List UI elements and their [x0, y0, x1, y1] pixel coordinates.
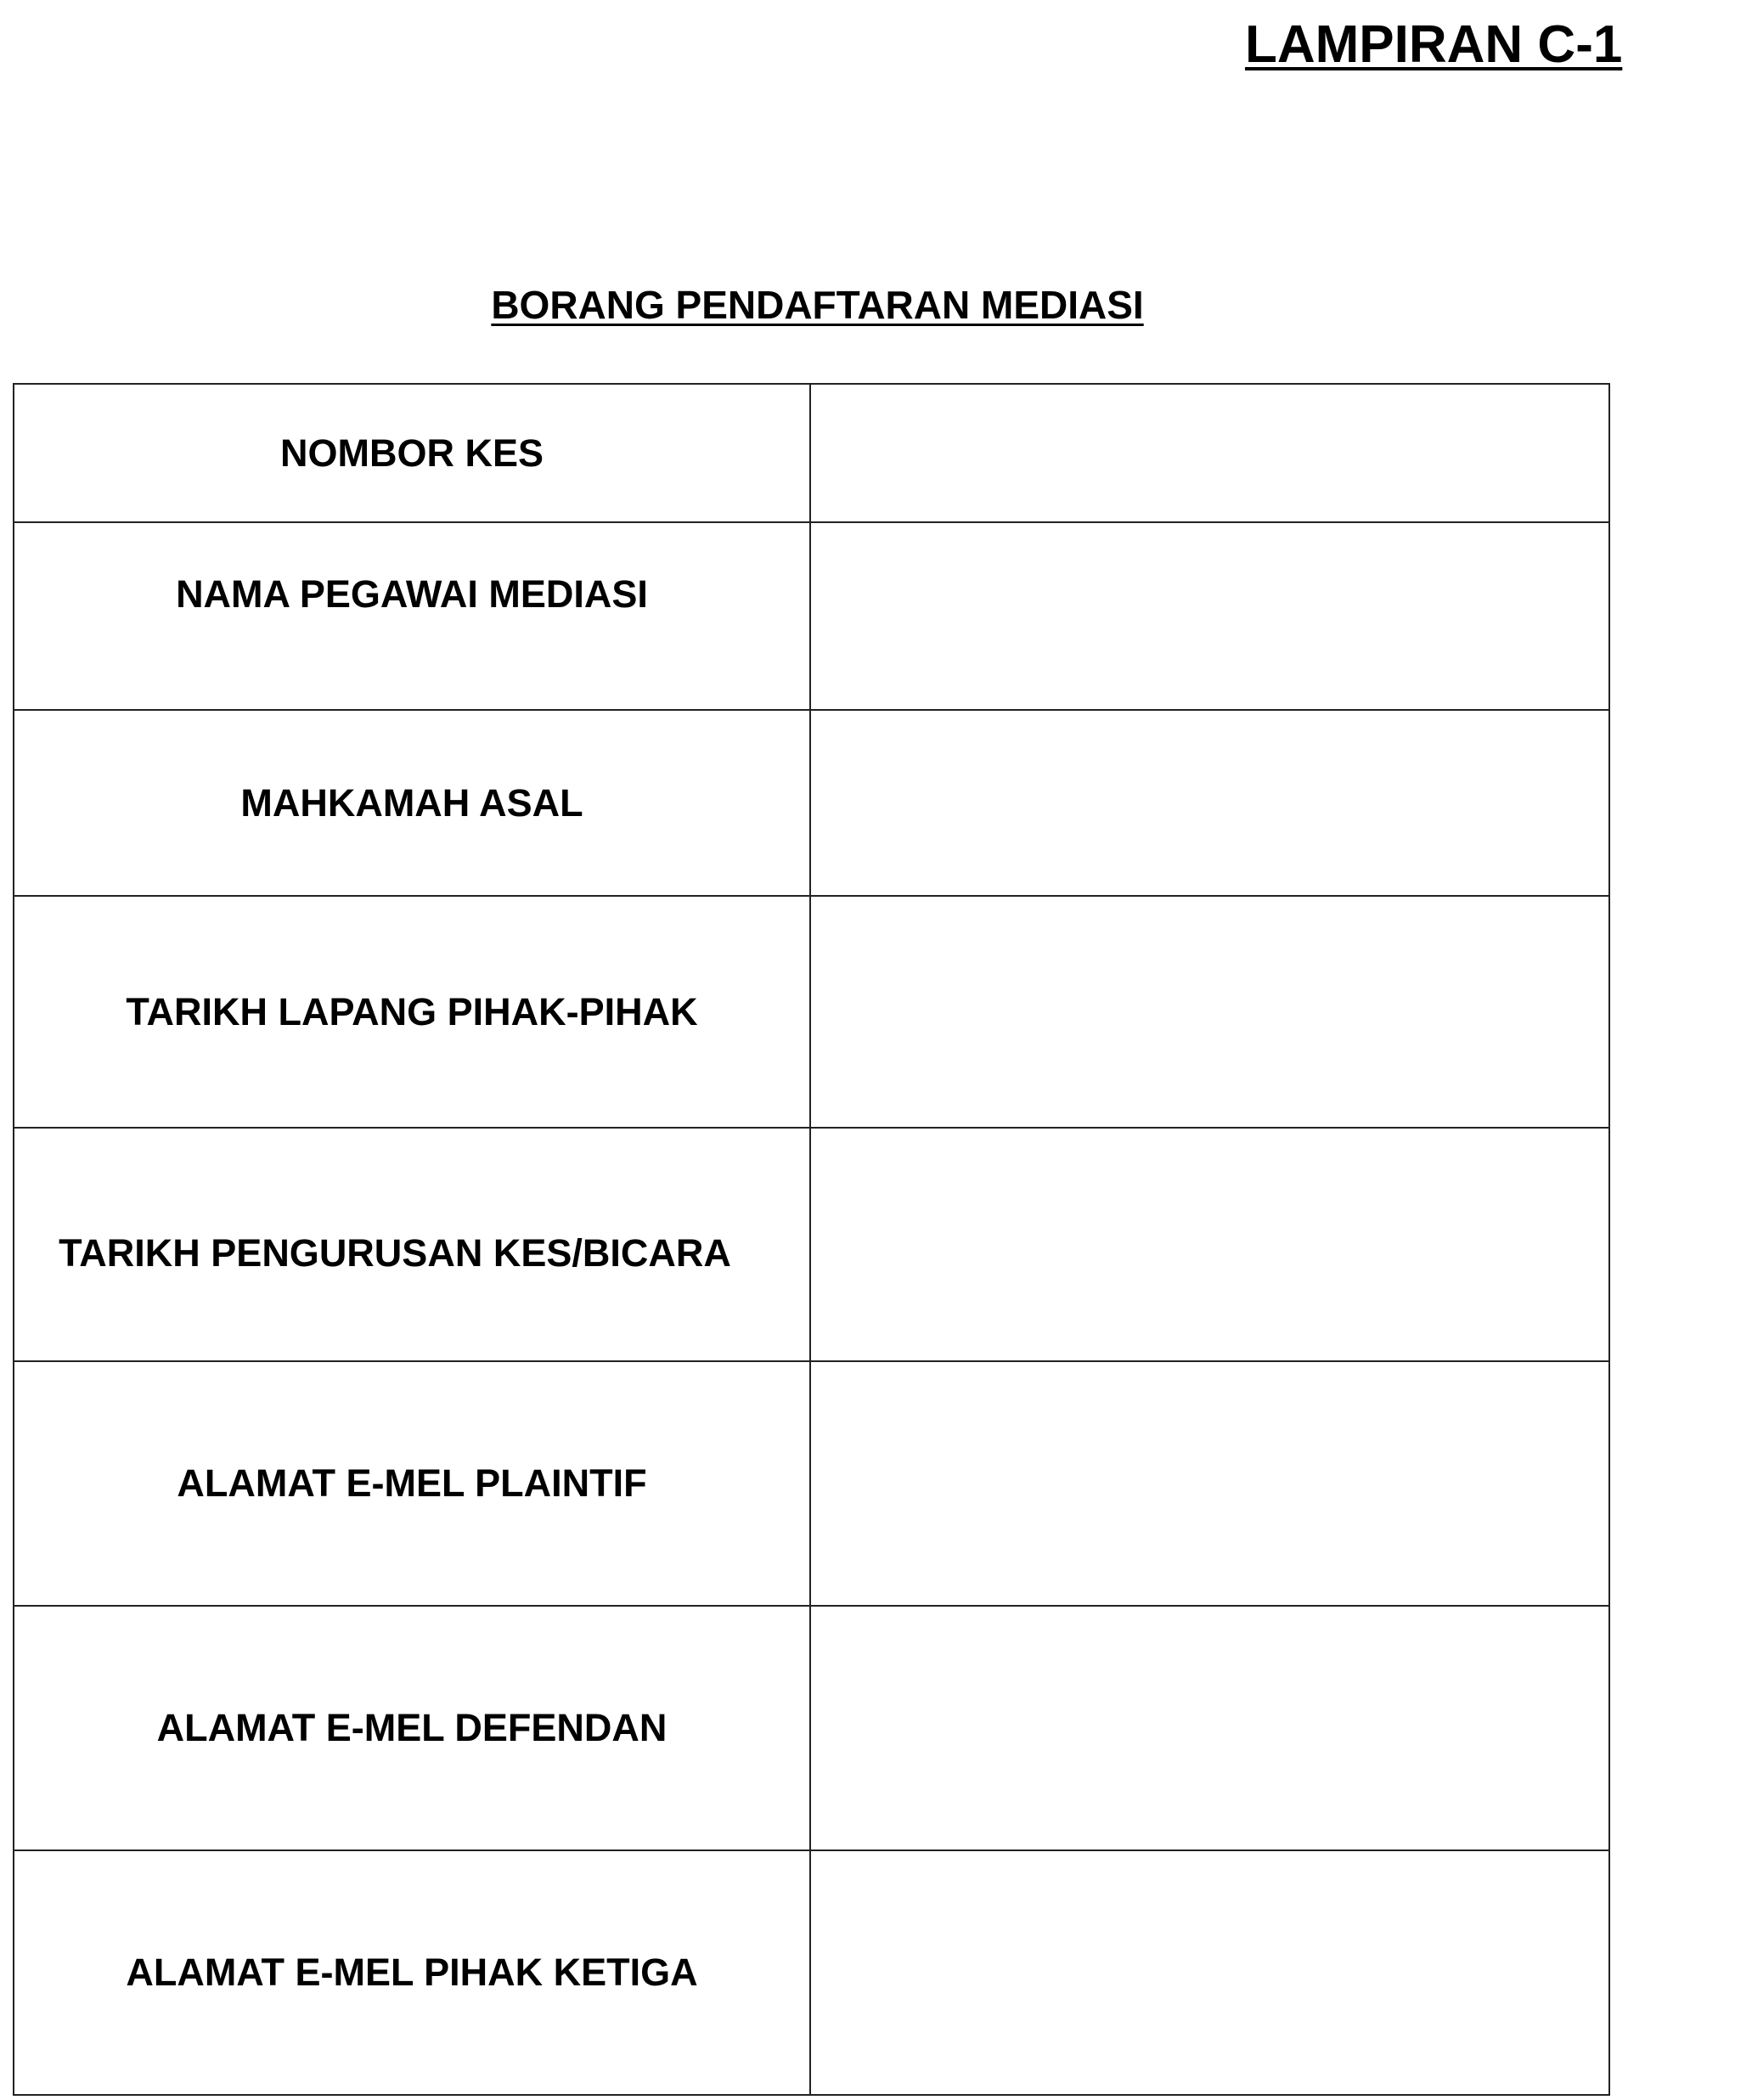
field-label: NAMA PEGAWAI MEDIASI	[176, 571, 648, 616]
form-row-case-management-date	[14, 1128, 1609, 1361]
field-label-cell	[14, 384, 810, 522]
registration-form-table	[13, 383, 1610, 2096]
origin-court-field[interactable]	[810, 710, 1609, 896]
field-label: NOMBOR KES	[279, 431, 544, 475]
parties-available-date-field[interactable]	[810, 896, 1609, 1128]
field-label-cell	[14, 522, 810, 710]
case-management-date-field[interactable]	[810, 1128, 1609, 1361]
field-label-cell	[14, 1606, 810, 1850]
form-row-mediation-officer-name	[14, 522, 1609, 710]
appendix-label: LAMPIRAN C-1	[1245, 15, 1623, 74]
plaintiff-email-field[interactable]	[810, 1361, 1609, 1606]
field-label-cell	[14, 1361, 810, 1606]
case-number-field[interactable]	[810, 384, 1609, 522]
field-label-cell	[14, 1128, 810, 1361]
field-label-cell	[14, 710, 810, 896]
form-row-third-party-email	[14, 1850, 1609, 2095]
field-label: TARIKH LAPANG PIHAK-PIHAK	[126, 989, 698, 1033]
form-row-origin-court	[14, 710, 1609, 896]
field-label: TARIKH PENGURUSAN KES/BICARA	[59, 1230, 731, 1275]
third-party-email-field[interactable]	[810, 1850, 1609, 2095]
form-row-defendant-email	[14, 1606, 1609, 1850]
field-label-cell	[14, 896, 810, 1128]
field-label: ALAMAT E-MEL PLAINTIF	[177, 1461, 647, 1505]
form-row-case-number	[14, 384, 1609, 522]
field-label: ALAMAT E-MEL DEFENDAN	[156, 1706, 668, 1749]
form-row-plaintiff-email	[14, 1361, 1609, 1606]
mediation-officer-name-field[interactable]	[810, 522, 1609, 710]
field-label: MAHKAMAH ASAL	[240, 780, 583, 825]
field-label-cell	[14, 1850, 810, 2095]
form-row-parties-available-date	[14, 896, 1609, 1128]
form-title: BORANG PENDAFTARAN MEDIASI	[491, 283, 1144, 327]
defendant-email-field[interactable]	[810, 1606, 1609, 1850]
field-label: ALAMAT E-MEL PIHAK KETIGA	[126, 1951, 698, 1994]
